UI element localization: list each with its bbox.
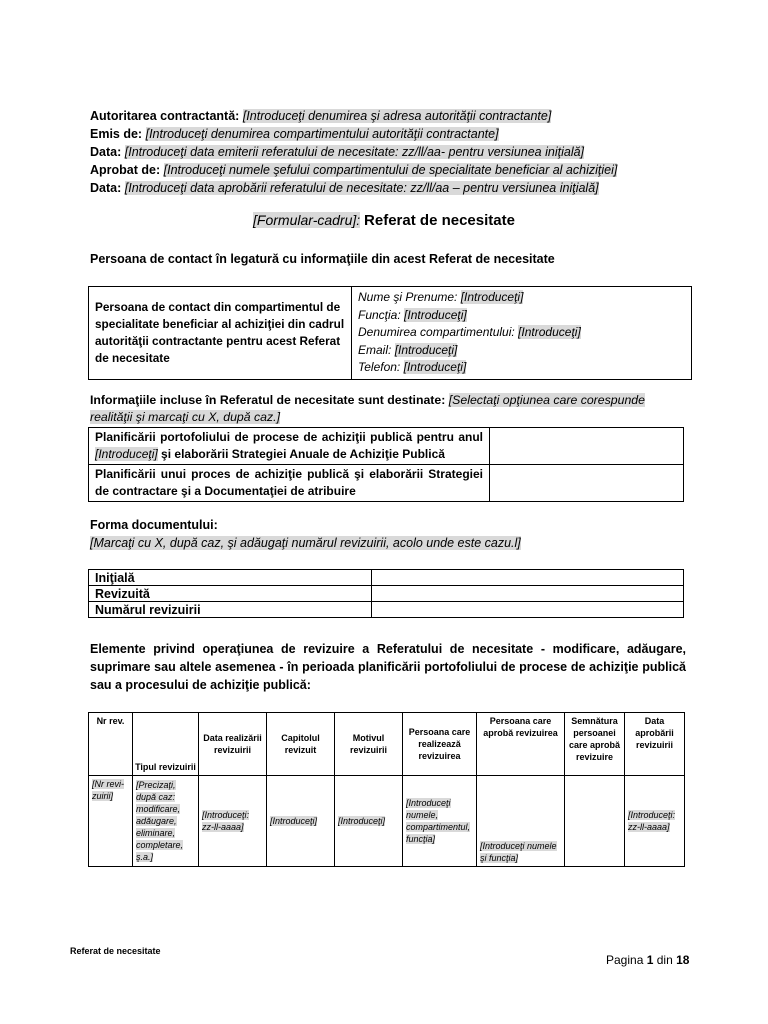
rev-col-signature: Semnătura persoanei care aprobă revizuire — [565, 713, 625, 776]
contact-description: Persoana de contact din compartimentul de specialitate beneficiar al achiziţiei din cadrul autorităţii contractante pentru acest Referat de necesitate — [89, 287, 352, 380]
footer-doc-name: Referat de necesitate — [70, 946, 161, 956]
contact-heading: Persoana de contact în legatură cu informaţiile din acest Referat de necesitate — [90, 252, 555, 266]
contact-phone-field[interactable]: Telefon: [Introduceţi] — [358, 360, 467, 374]
rev-col-chapter: Capitolul revizuit — [267, 713, 335, 776]
header-line-authority: Autoritarea contractantă: [Introduceţi denumirea şi adresa autorităţii contractante] — [90, 109, 552, 123]
rev-cell-date[interactable]: [Introduceţi: zz-ll-aaaa] — [199, 776, 267, 867]
rev-cell-approver[interactable]: [Introduceţi numele şi funcţia] — [477, 776, 565, 867]
document-title: [Formular-cadru]: Referat de necesitate — [253, 212, 515, 229]
form-revision-number-input[interactable] — [372, 602, 684, 618]
rev-cell-type[interactable]: [Precizaţi, după caz: modificare, adăugare, eliminare, completare, ş.a.] — [133, 776, 199, 867]
form-revised-label: Revizuită — [89, 586, 372, 602]
option-process-planning: Planificării unui proces de achiziţie publică şi elaborării Strategiei de contractare şi a Documentaţiei de atribuire — [89, 465, 490, 502]
contact-department-field[interactable]: Denumirea compartimentului: [Introduceţi] — [358, 325, 581, 339]
header-line-approval-date: Data: [Introduceţi data aprobării referatului de necesitate: zz/ll/aa – pentru versiunea iniţială] — [90, 181, 599, 195]
rev-cell-reason[interactable]: [Introduceţi] — [335, 776, 403, 867]
info-destination: Informaţiile incluse în Referatul de necesitate sunt destinate: [Selectaţi opţiunea care corespunde realităţii şi marcaţi cu X, după caz.] — [90, 393, 645, 424]
rev-col-type: Tipul revizuirii — [133, 713, 199, 776]
rev-col-nr: Nr rev. — [89, 713, 133, 776]
contact-email-field[interactable]: Email: [Introduceţi] — [358, 342, 458, 357]
revision-table — [88, 712, 685, 867]
rev-col-approver: Persoana care aprobă revizuirea — [477, 713, 565, 776]
contact-name-field[interactable]: Nume şi Prenume: [Introduceţi] — [358, 290, 524, 304]
rev-cell-nr[interactable]: [Nr revi-zuirii] — [89, 776, 133, 867]
rev-cell-approval-date[interactable]: [Introduceţi: zz-ll-aaaa] — [625, 776, 685, 867]
contact-table — [88, 286, 692, 380]
destination-table — [88, 427, 684, 502]
rev-cell-author[interactable]: [Introduceţi numele, compartimentul, funcţia] — [403, 776, 477, 867]
document-form-table — [88, 569, 684, 618]
rev-col-author: Persoana care realizează revizuirea — [403, 713, 477, 776]
form-initial-checkbox[interactable] — [372, 570, 684, 586]
contact-function-field[interactable]: Funcţia: [Introduceţi] — [358, 307, 467, 322]
option-portfolio-checkbox[interactable] — [490, 428, 684, 465]
contact-fields — [352, 287, 692, 380]
header-line-issue-date: Data: [Introduceţi data emiterii referatului de necesitate: zz/ll/aa- pentru versiunea iniţială] — [90, 145, 585, 159]
option-process-checkbox[interactable] — [490, 465, 684, 502]
rev-col-reason: Motivul revizuirii — [335, 713, 403, 776]
form-revised-checkbox[interactable] — [372, 586, 684, 602]
footer-page-number: Pagina 1 din 18 — [606, 953, 690, 967]
document-form-section: Forma documentului: [Marcaţi cu X, după caz, şi adăugaţi numărul revizuirii, acolo unde este cazu.l] — [90, 518, 521, 550]
option-portfolio-planning: Planificării portofoliului de procese de achiziţii publică pentru anul [Introduceţi] şi elaborării Strategiei Anuale de Achiziţie Publică — [89, 428, 490, 465]
rev-col-date: Data realizării revizuirii — [199, 713, 267, 776]
rev-cell-signature[interactable] — [565, 776, 625, 867]
revision-elements-heading: Elemente privind operaţiunea de revizuire a Referatului de necesitate - modificare, adăugare, suprimare sau altele asemenea - în perioada planificării portofoliului de procese de achiziţie publică sau a procesului de achiziţie publică: — [90, 642, 686, 692]
form-initial-label: Iniţială — [89, 570, 372, 586]
header-line-issued-by: Emis de: [Introduceţi denumirea compartimentului autorităţii contractante] — [90, 127, 499, 141]
rev-col-approval-date: Data aprobării revizuirii — [625, 713, 685, 776]
rev-cell-chapter[interactable]: [Introduceţi] — [267, 776, 335, 867]
form-revision-number-label: Numărul revizuirii — [89, 602, 372, 618]
header-line-approved-by: Aprobat de: [Introduceţi numele şefului compartimentului de specialitate beneficiar al achiziţiei] — [90, 163, 618, 177]
